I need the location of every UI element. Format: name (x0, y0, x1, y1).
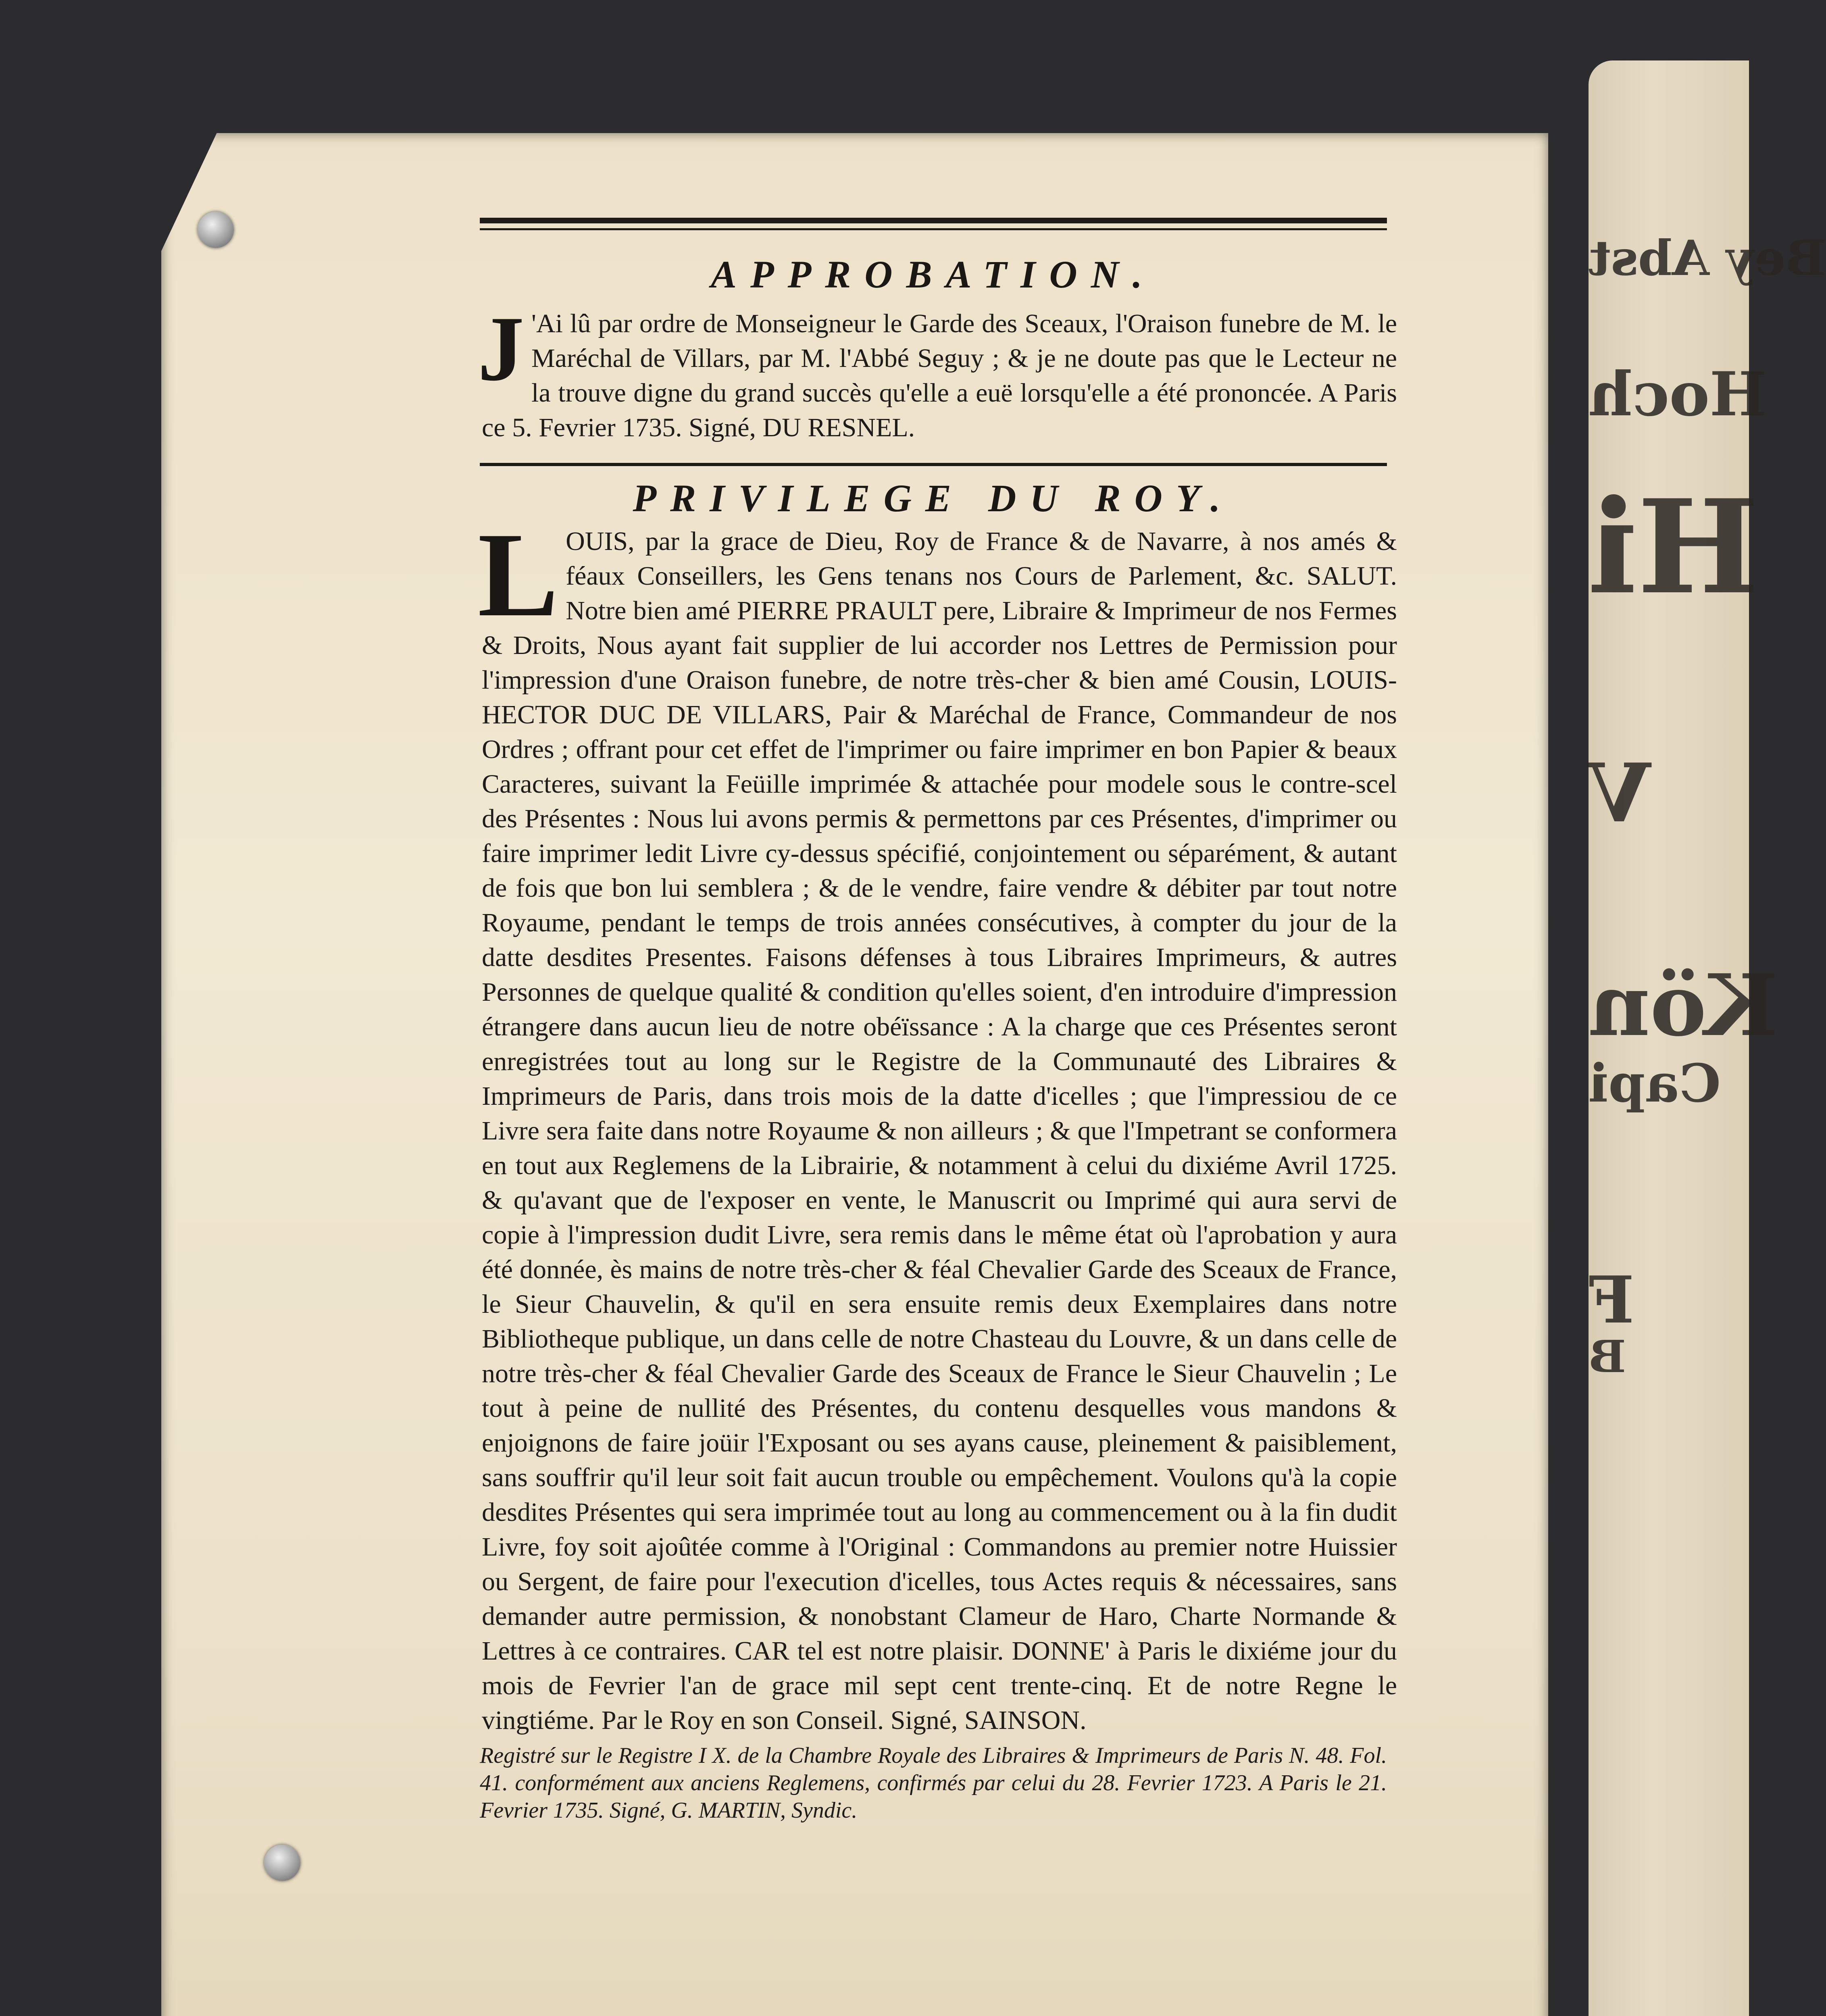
ornamental-rule (480, 218, 1387, 223)
adjacent-page (1589, 60, 1826, 2016)
privilege-title: PRIVILEGE DU ROY. (633, 477, 1234, 520)
section-rule (480, 463, 1387, 466)
privilege-text (478, 508, 1397, 1738)
approbation-text (478, 297, 1397, 445)
approbation-dropcap: J (478, 297, 524, 400)
adjacent-fragment: B (1589, 1331, 1626, 1383)
privilege-paragraph: OUIS, par la grace de Dieu, Roy de France & de Navarre, à nos amés & féaux Conseillers, les Gens tenans nos Cours de Parlement, &c. SALUT. Notre bien amé PIERRE PRAULT pere, Libraire & Imprimeur de nos Fermes & Droits, Nous ayant fait supplier de lui accorder nos Lettres de Permission pour l'impression d'une Oraison funebre, de notre très-cher & bien amé Cousin, LOUIS-HECTOR DUC DE VILLARS, Pair & Maréchal de France, Commandeur de nos Ordres ; offrant pour cet effet de l'imprimer ou faire imprimer en bon Papier & beaux Caracteres, suivant la Feüille imprimée & attachée pour modele sous le contre-scel des Présentes : Nous lui avons permis & permettons par ces Présentes, d'imprimer ou faire imprimer ledit Livre cy-dessus spécifié, conjointement ou séparément, & autant de fois que bon lui semblera ; & de le vendre, faire vendre & débiter par tout notre Royaume, pendant le temps de trois années consécutives, à compter du jour de la datte desdites Presentes. Faisons défenses à tous Libraires Imprimeurs, & autres Personnes de quelque qualité & condition qu'elles soient, d'en introduire d'impression étrangere dans aucun lieu de notre obéïssance : A la charge que ces Présentes seront enregistrées tout au long sur le Registre de la Communauté des Libraires & Imprimeurs de Paris, dans trois mois de la datte d'icelles ; que l'impressiou de ce Livre sera faite dans notre Royaume & non ailleurs ; & que l'Impetrant se conformera en tout aux Reglemens de la Librairie, & notamment à celui du dixiéme Avril 1725. & qu'avant que de l'exposer en vente, le Manuscrit ou Imprimé qui aura servi de copie à l'impression dudit Livre, sera remis dans le même état où l'aprobation y aura été donnée, ès mains de notre très-cher & féal Chevalier Garde des Sceaux de France, le Sieur Chauvelin, & qu'il en sera ensuite remis deux Exemplaires dans notre Bibliotheque publique, un dans celle de notre Chasteau du Louvre, & un dans celle de notre très-cher & féal Chevalier Garde des Sceaux de France le Sieur Chauvelin ; Le tout à peine de nullité des Présentes, du contenu desquelles vous mandons & enjoignons de faire joüir l'Exposant ou ses ayans cause, pleinement & paisiblement, sans souffrir qu'il leur soit fait aucun trouble ou empêchement. Voulons qu'à la copie desdites Présentes qui sera imprimée tout au long au commencement ou à la fin dudit Livre, foy soit ajoûtée comme à l'Original : Commandons au premier notre Huissier ou Sergent, de faire pour l'execution d'icelles, tous Actes requis & nécessaires, sans demander autre permission, & nonobstant Clameur de Haro, Charte Normande & Lettres à ce contraires. CAR tel est notre plaisir. DONNE' à Paris le dixiéme jour du mois de Fevrier l'an de grace mil sept cent trente-cinq. Et de notre Regne le vingtiéme. Par le Roy en son Conseil. Signé, SAINSON. (482, 527, 1397, 1735)
adjacent-fragment: Hi (1589, 472, 1759, 623)
approbation-paragraph: 'Ai lû par ordre de Monseigneur le Garde des Sceaux, l'Oraison funebre de M. le Maréchal de Villars, par M. l'Abbé Seguy ; & je ne doute pas que le Lecteur ne la trouve digne du grand succès qu'elle a euë lorsqu'elle a été prononcée. A Paris ce 5. Fevrier 1735. Signé, DU RESNEL. (482, 309, 1397, 442)
adjacent-fragment: Hoch (1589, 359, 1767, 430)
adjacent-fragment: Bey Abst (1589, 230, 1826, 287)
adjacent-fragment: V (1589, 746, 1651, 841)
ornamental-rule (480, 228, 1387, 230)
pin-icon (264, 1845, 300, 1881)
pin-icon (198, 212, 234, 248)
registration-note: Registré sur le Registre I X. de la Chambre Royale des Libraires & Imprimeurs de Paris N. 48. Fol. 41. conformément aux anciens Reglemens, confirmés par celui du 28. Fevrier 1723. A Paris le 21. Fevrier 1735. Signé, G. MARTIN, Syndic. (480, 1743, 1387, 1823)
approbation-title: APPROBATION. (710, 253, 1156, 296)
adjacent-fragment: Capi (1589, 1052, 1721, 1114)
adjacent-fragment: Kön (1589, 956, 1778, 1055)
privilege-dropcap: L (478, 508, 559, 641)
adjacent-fragment: F (1589, 1262, 1634, 1338)
